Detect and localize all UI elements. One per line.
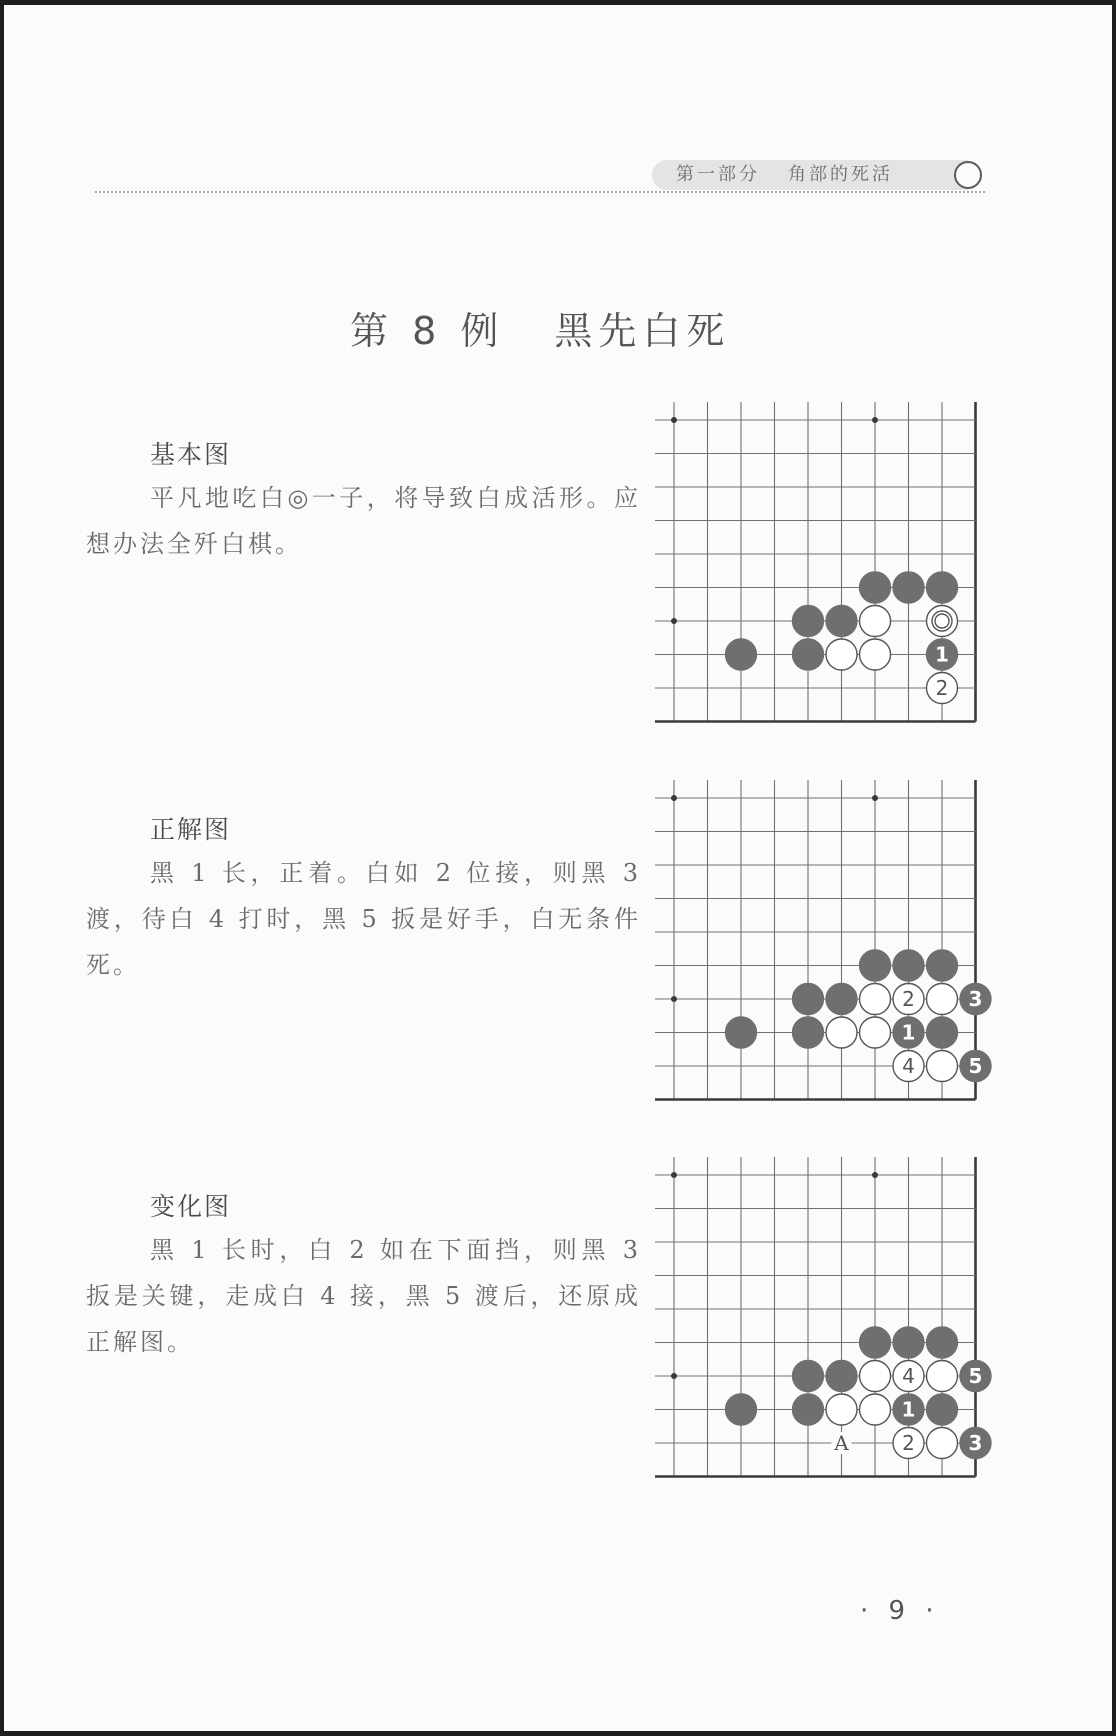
section-heading-variation: 变化图 [150,1192,232,1221]
go-diagram-solution [655,778,995,1113]
white-stone [826,1017,857,1048]
black-stone [893,572,924,603]
go-diagram-variation [655,1155,995,1490]
black-stone [860,950,891,981]
running-header [652,160,968,190]
white-stone [860,1394,891,1425]
black-stone [927,950,958,981]
move-number: 5 [968,1054,983,1078]
example-task: 黑先白死 [554,309,731,353]
section-body-variation: 黑 1 长时，白 2 如在下面挡，则黑 3 扳是关键，走成白 4 接，黑 5 渡后，还原成正解图。 [86,1236,641,1356]
black-stone [726,1394,757,1425]
header-part: 第一部分 [676,164,760,185]
page-number: · 9 · [860,1596,940,1626]
black-stone [860,1327,891,1358]
black-stone [793,1361,824,1392]
black-stone [826,1361,857,1392]
move-number: 1 [901,1020,916,1045]
black-stone [927,1017,958,1048]
star-point [671,996,677,1002]
white-stone [860,1361,891,1392]
star-point [671,1373,677,1379]
white-stone [826,639,857,670]
star-point [671,1172,677,1178]
star-point [671,795,677,801]
move-number: 3 [968,1431,983,1455]
black-stone [793,984,824,1015]
black-stone [726,639,757,670]
black-stone [927,572,958,603]
move-number: 2 [935,676,949,700]
go-board-svg [655,400,995,735]
black-stone [927,1394,958,1425]
white-stone [927,1361,958,1392]
move-number: 2 [902,1431,915,1455]
white-stone [860,984,891,1015]
white-stone [927,1051,958,1082]
go-board-svg [655,1155,995,1490]
move-number: 1 [935,642,949,667]
move-number: 2 [902,987,915,1011]
example-number: 第 8 例 [350,309,505,353]
section-body-basic: 平凡地吃白◎一子，将导致白成活形。应想办法全歼白棋。 [86,484,641,558]
white-stone [927,1428,958,1459]
example-title [350,300,770,355]
black-stone [826,606,857,637]
white-stone [927,984,958,1015]
star-point [671,618,677,624]
white-stone [826,1394,857,1425]
black-stone [860,572,891,603]
black-stone [793,1017,824,1048]
black-stone [793,639,824,670]
header-chapter: 角部的死活 [788,164,893,185]
go-diagram-basic [655,400,995,735]
black-stone [927,1327,958,1358]
white-stone [860,606,891,637]
black-stone [726,1017,757,1048]
white-stone [860,1017,891,1048]
black-stone [826,984,857,1015]
black-stone [793,606,824,637]
star-point [872,795,878,801]
star-point [671,417,677,423]
move-number: 3 [968,987,983,1011]
section-body-solution: 黑 1 长，正着。白如 2 位接，则黑 3 渡，待白 4 打时，黑 5 扳是好手，白无条件死。 [86,859,641,979]
move-number: 4 [902,1364,915,1388]
section-heading-basic: 基本图 [150,440,232,469]
move-number: 4 [902,1054,915,1078]
star-point [872,417,878,423]
go-board-svg [655,778,995,1113]
black-stone [893,950,924,981]
section-heading-solution: 正解图 [150,815,232,844]
white-stone [927,606,958,637]
header-circle-icon [954,161,982,189]
move-number: 1 [901,1397,916,1422]
black-stone [793,1394,824,1425]
black-stone [893,1327,924,1358]
point-label: A [834,1431,849,1455]
white-stone [860,639,891,670]
move-number: 5 [968,1364,983,1388]
star-point [872,1172,878,1178]
header-dotted-rule [95,191,985,193]
